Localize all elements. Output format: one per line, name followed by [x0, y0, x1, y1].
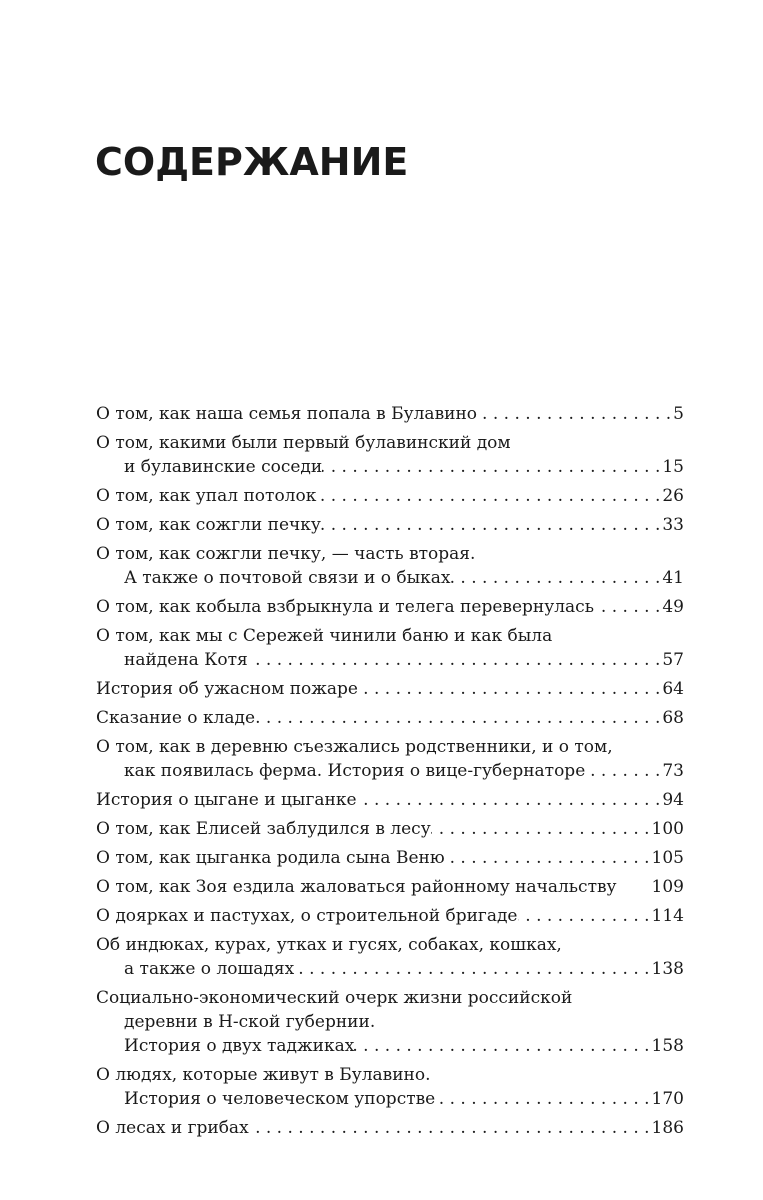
toc-entry: [96, 817, 684, 841]
toc-page-number: 105: [651, 848, 684, 868]
dot-leader: [435, 1087, 651, 1111]
toc-entry-last-line: [96, 595, 684, 619]
toc-entry-last-line: [96, 788, 684, 812]
toc-entry: [96, 513, 684, 537]
toc-entry: [96, 595, 684, 619]
toc-entry-last-line: [96, 402, 684, 426]
toc-page-number: 73: [662, 761, 684, 781]
toc-page-number: 138: [651, 959, 684, 979]
dot-leader: [255, 706, 662, 730]
toc-entry-last-line: [96, 648, 684, 672]
toc-entry-title: и булавинские соседи: [124, 457, 323, 477]
toc-entry-last-line: [96, 1116, 684, 1140]
toc-entry-title: Об индюках, курах, утках и гусях, собаках, кошках,: [96, 935, 562, 955]
toc-entry: [96, 1063, 684, 1111]
toc-page-number: 109: [651, 877, 684, 897]
toc-entry-last-line: [96, 817, 684, 841]
toc-page-number: 5: [673, 404, 684, 424]
toc-page-number: 158: [651, 1036, 684, 1056]
toc-page-number: 170: [651, 1089, 684, 1109]
toc-entry: [96, 933, 684, 981]
toc-entry-last-line: [96, 1034, 684, 1058]
toc-entry: [96, 788, 684, 812]
toc-entry-last-line: [96, 677, 684, 701]
toc-entry-title: О том, как Зоя ездила жаловаться районному начальству: [96, 877, 617, 897]
toc-entry: [96, 904, 684, 928]
toc-entry: [96, 846, 684, 870]
dot-leader: [431, 817, 652, 841]
toc-entry-title: найдена Котя: [124, 650, 248, 670]
toc-entry-last-line: [96, 484, 684, 508]
toc-entry-title: История о цыгане и цыганке: [96, 790, 357, 810]
toc-entry-last-line: [96, 846, 684, 870]
toc-entry-title: О том, как сожгли печку, — часть вторая.: [96, 544, 476, 564]
toc-page-number: 100: [651, 819, 684, 839]
toc-entry-title: О людях, которые живут в Булавино.: [96, 1065, 431, 1085]
toc-entry-title: О том, как Елисей заблудился в лесу: [96, 819, 431, 839]
dot-leader: [321, 513, 662, 537]
toc-entry-title: Сказание о кладе: [96, 708, 256, 728]
dot-leader: [357, 788, 663, 812]
toc-page-number: 68: [662, 708, 684, 728]
toc-entry: [96, 484, 684, 508]
toc-entry-last-line: [96, 706, 684, 730]
dot-leader: [450, 566, 662, 590]
toc-entry-last-line: [96, 455, 684, 479]
dot-leader: [445, 846, 652, 870]
toc-page-number: 41: [662, 568, 684, 588]
dot-leader: [358, 677, 662, 701]
toc-entry-title: О том, как в деревню съезжались родственники, и о том,: [96, 737, 613, 757]
dot-leader: [294, 957, 651, 981]
toc-entry-last-line: [96, 1087, 684, 1111]
dot-leader: [249, 1116, 652, 1140]
toc-entry-title: История о человеческом упорстве: [124, 1089, 436, 1109]
toc-page-number: 57: [662, 650, 684, 670]
toc-entry-title: История о двух таджиках: [124, 1036, 355, 1056]
toc-entry-title: как появилась ферма. История о вице-губернаторе: [124, 761, 586, 781]
toc-page-number: 114: [651, 906, 684, 926]
toc-entry: [96, 735, 684, 783]
dot-leader: [585, 759, 662, 783]
toc-entry-last-line: [96, 957, 684, 981]
toc-entry-title: а также о лошадях: [124, 959, 295, 979]
toc-entry: [96, 402, 684, 426]
dot-leader: [248, 648, 663, 672]
toc-entry-title: О том, как сожгли печку: [96, 515, 321, 535]
toc-page-number: 186: [651, 1118, 684, 1138]
dot-leader: [594, 595, 662, 619]
dot-leader: [354, 1034, 651, 1058]
toc-page-number: 94: [662, 790, 684, 810]
toc-entry: [96, 542, 684, 590]
dot-leader: [477, 402, 673, 426]
toc-page-number: 64: [662, 679, 684, 699]
toc-entry-title: История об ужасном пожаре: [96, 679, 358, 699]
toc-entry-last-line: [96, 513, 684, 537]
dot-leader: [518, 904, 652, 928]
toc-page-number: 49: [662, 597, 684, 617]
table-of-contents: [96, 402, 684, 1145]
toc-entry: [96, 677, 684, 701]
toc-entry-title: О доярках и пастухах, о строительной бригаде: [96, 906, 518, 926]
toc-entry-title: О том, как мы с Сережей чинили баню и как была: [96, 626, 553, 646]
toc-entry-last-line: [96, 759, 684, 783]
toc-entry: [96, 986, 684, 1058]
toc-entry-title: деревни в Н-ской губернии.: [124, 1012, 376, 1032]
toc-page-number: 15: [662, 457, 684, 477]
dot-leader: [316, 484, 662, 508]
page-title: СОДЕРЖАНИЕ: [95, 140, 409, 184]
toc-entry: [96, 706, 684, 730]
toc-entry: [96, 431, 684, 479]
toc-entry-last-line: [96, 875, 684, 899]
toc-entry: [96, 1116, 684, 1140]
toc-entry: [96, 624, 684, 672]
toc-entry-title: О том, как кобыла взбрыкнула и телега перевернулась: [96, 597, 594, 617]
toc-entry: [96, 875, 684, 899]
toc-entry-last-line: [96, 566, 684, 590]
toc-page-number: 26: [662, 486, 684, 506]
toc-entry-title: О том, как упал потолок: [96, 486, 317, 506]
toc-page-number: 33: [662, 515, 684, 535]
toc-entry-title: О том, как цыганка родила сына Веню: [96, 848, 445, 868]
toc-entry-last-line: [96, 904, 684, 928]
dot-leader: [322, 455, 662, 479]
toc-entry-title: О том, как наша семья попала в Булавино: [96, 404, 478, 424]
toc-entry-title: Социально-экономический очерк жизни российской: [96, 988, 573, 1008]
toc-entry-title: О лесах и грибах: [96, 1118, 249, 1138]
toc-entry-title: А также о почтовой связи и о быках: [124, 568, 451, 588]
toc-entry-title: О том, какими были первый булавинский дом: [96, 433, 511, 453]
